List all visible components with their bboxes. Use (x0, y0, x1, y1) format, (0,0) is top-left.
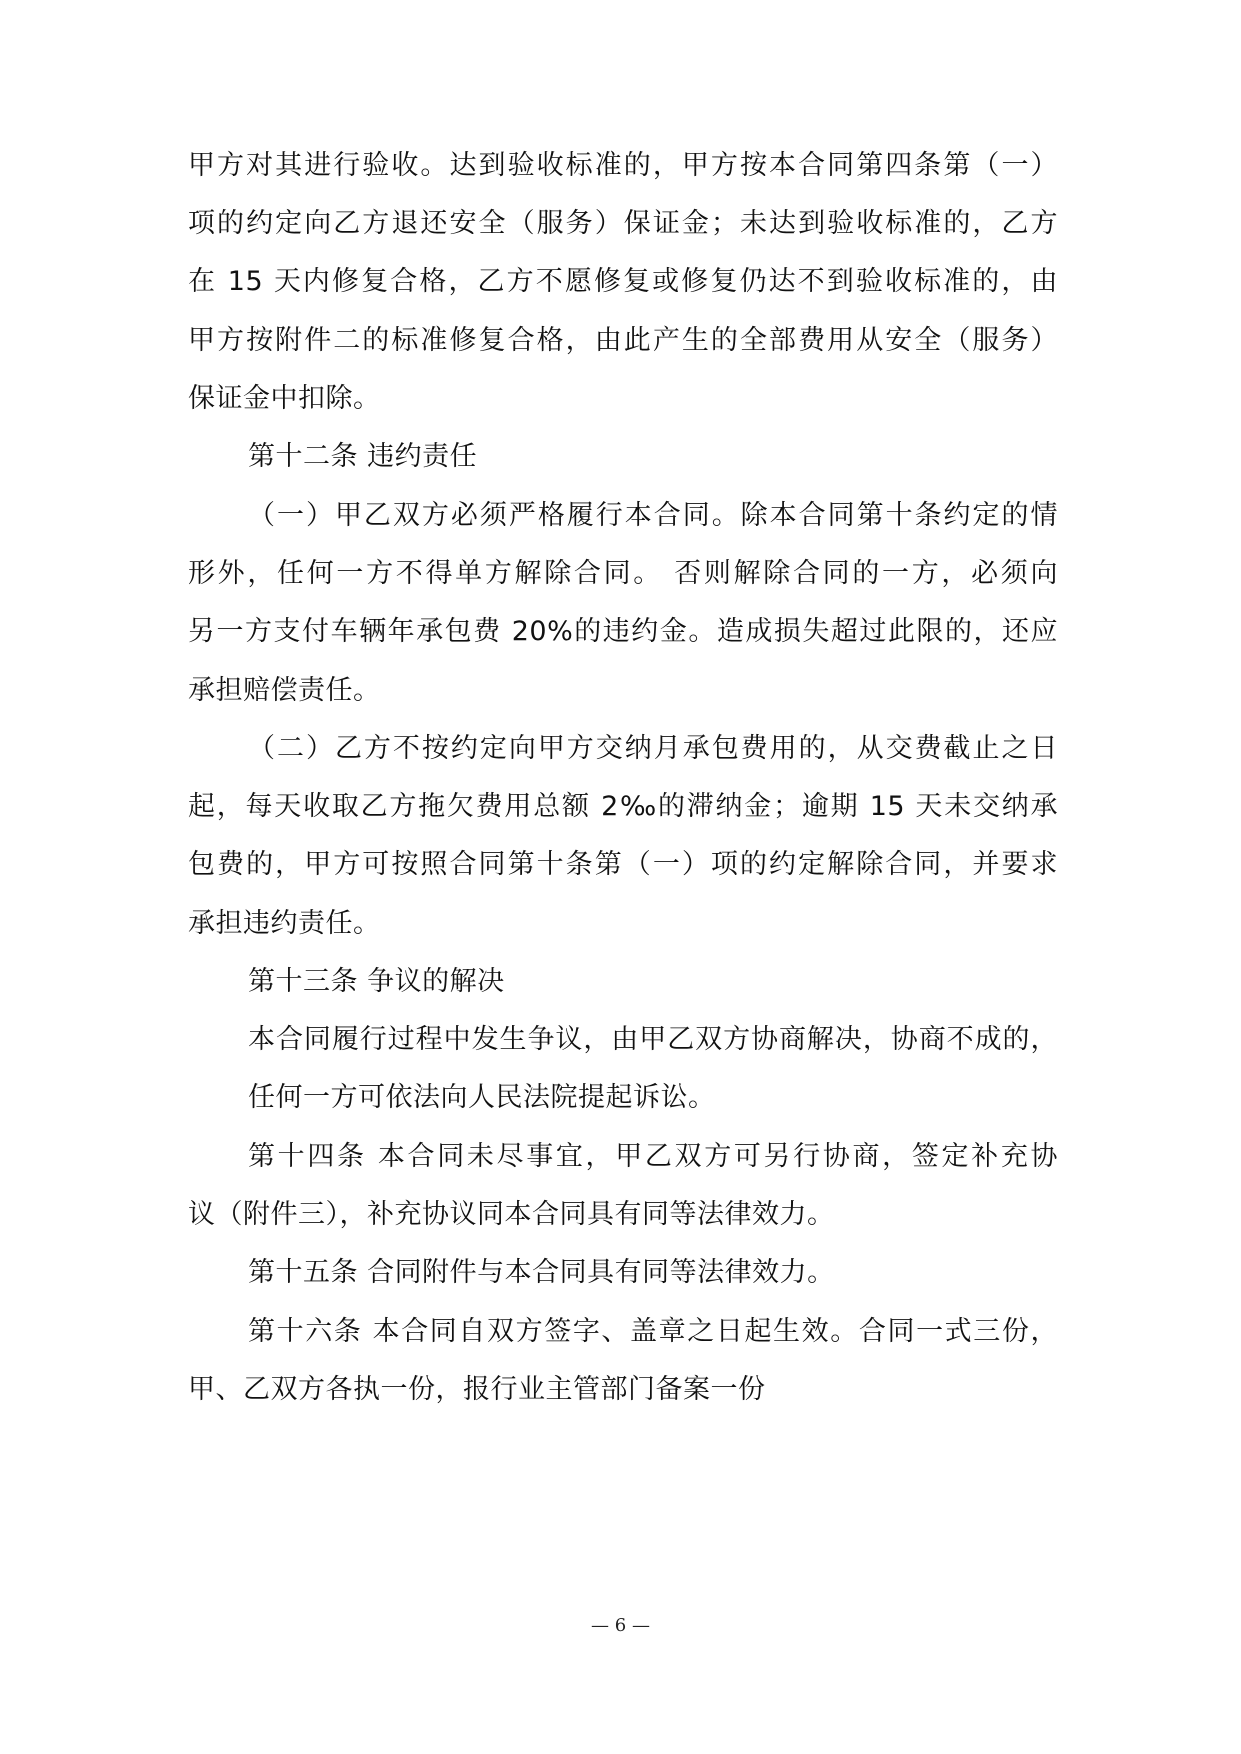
paragraph-line: 本合同履行过程中发生争议，由甲乙双方协商解决，协商不成的， (248, 1024, 1058, 1055)
paragraph-line: 包费的，甲方可按照合同第十条第（一）项的约定解除合同，并要求 (188, 849, 1058, 880)
paragraph-line: 甲方按附件二的标准修复合格，由此产生的全部费用从安全（服务） (188, 325, 1058, 356)
section-article-15: 第十五条 合同附件与本合同具有同等法律效力。 (248, 1257, 835, 1288)
paragraph-line: 另一方支付车辆年承包费 20%的违约金。造成损失超过此限的，还应 (188, 616, 1058, 647)
paragraph-line: 任何一方可依法向人民法院提起诉讼。 (248, 1082, 716, 1113)
paragraph-line: 甲、乙双方各执一份，报行业主管部门备案一份 (188, 1374, 766, 1405)
paragraph-line: 承担违约责任。 (188, 908, 381, 939)
paragraph-line: 甲方对其进行验收。达到验收标准的，甲方按本合同第四条第（一） (188, 150, 1058, 181)
paragraph-line: 形外，任何一方不得单方解除合同。 否则解除合同的一方，必须向 (188, 558, 1058, 589)
paragraph-line: 保证金中扣除。 (188, 383, 381, 414)
paragraph-line: （一）甲乙双方必须严格履行本合同。除本合同第十条约定的情 (248, 500, 1058, 531)
page-number: — 6 — (591, 1615, 650, 1636)
paragraph-line: 议（附件三），补充协议同本合同具有同等法律效力。 (188, 1199, 835, 1230)
section-heading-article-12: 第十二条 违约责任 (248, 441, 478, 472)
section-article-14: 第十四条 本合同未尽事宜，甲乙双方可另行协商，签定补充协 (248, 1141, 1058, 1172)
paragraph-line: 项的约定向乙方退还安全（服务）保证金；未达到验收标准的，乙方 (188, 208, 1058, 239)
paragraph-line: 起，每天收取乙方拖欠费用总额 2‰的滞纳金；逾期 15 天未交纳承 (188, 791, 1058, 822)
paragraph-line: 在 15 天内修复合格，乙方不愿修复或修复仍达不到验收标准的，由 (188, 266, 1058, 297)
paragraph-line: （二）乙方不按约定向甲方交纳月承包费用的，从交费截止之日 (248, 733, 1058, 764)
section-heading-article-13: 第十三条 争议的解决 (248, 966, 505, 997)
paragraph-line: 承担赔偿责任。 (188, 675, 381, 706)
section-article-16: 第十六条 本合同自双方签字、盖章之日起生效。合同一式三份， (248, 1316, 1058, 1347)
